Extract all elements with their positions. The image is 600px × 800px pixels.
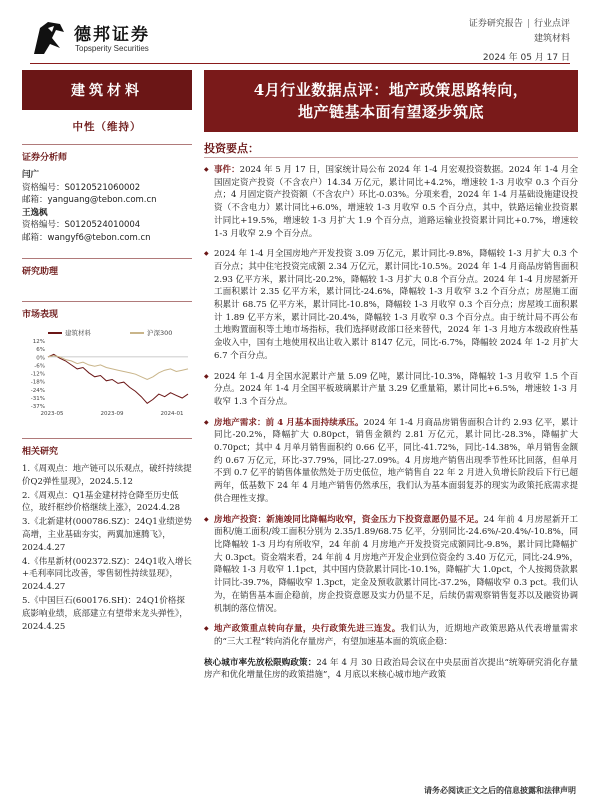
bullet-investment — [204, 514, 578, 616]
analyst-name: 闫广 — [22, 170, 40, 180]
header-meta — [469, 17, 570, 47]
bullet-label: 地产政策重点转向存量，央行政策先进三连发。 — [214, 624, 401, 635]
paragraph-purchase-limit — [204, 657, 578, 682]
bullet-text: 24 年前 4 月房屋新开工面积/施工面积/竣工面积分别为 2.35/1.89/68.75 亿平，分别同比-24.6%/-20.4%/-10.8%，同比降幅较 1-3 月均有所收窄，24 年前 4 月房地产开发投资完成额同比-9.8%，累计同比降幅扩大 0.3pct。资金端来看，24 年前 4 月房地产开发企业到位资金约 3.40 万亿元，同比-24.9%，降幅较 1-3 月收窄 1.1pct，其中国内贷款累计同比-10.1%，降幅扩大 1.0pct，个人按揭贷款累计同比-39.7%，降幅收窄 1.3pct，定金及预收款累计同比-37.2%，降幅收窄 0.3 pct。我们认为，在销售基本面企稳前，房企投资意愿及实力仍显不足，后续仍需观察销售复苏以及融资协调机制的落位情况。 — [214, 514, 578, 614]
y-tick-label: 0% — [36, 355, 45, 362]
bullet-label: 事件： — [214, 165, 240, 175]
footer-disclaimer: 请务必阅读正文之后的信息披露和法律声明 — [424, 785, 576, 795]
market-section — [22, 301, 192, 424]
summary-divider — [204, 157, 578, 158]
y-tick-label: -37% — [30, 404, 45, 410]
bullet-event — [204, 164, 578, 240]
legend-label: 建筑材料 — [65, 329, 91, 337]
related-list — [22, 463, 192, 633]
related-item[interactable]: 2.《周观点：Q1基金建材持仓降至历史低位，玻纤框纱价格继续上涨》，2024.4.28 — [22, 490, 181, 514]
analyst-2 — [22, 207, 192, 245]
main-content — [204, 164, 578, 688]
bullet-label: 房地产需求：前 4 月基本面持续承压。 — [214, 417, 364, 428]
bullet-text: 2024 年 1-4 月商品房销售面积合计约 2.93 亿平，累计同比-20.2%，降幅扩大 0.80pct，销售金额约 2.81 万亿元，累计同比-28.3%，降幅扩大 0.70pct；其中 4 月单月销售面积约 0.66 亿平，同比-41.72%，同比-14.38%，单月销售金额约 0.67 万亿元，环比-37.79%，同比-27.09%。4 月房地产销售出现季节性环比回落，但单月不到 0.7 亿平的销售体量依然处于历史低位，地产销售自 22 年 2 月进入负增长阶段后下行已超两年，低基数下 24 年 4 月地产销售仍然承压，我们认为基本面弱复苏的现实为政策托底需求提供合理性支撑。 — [214, 417, 578, 504]
industry-box: 建筑材料 — [22, 70, 192, 110]
bullet-demand — [204, 417, 578, 506]
header-divider — [30, 63, 570, 64]
y-tick-label: -12% — [30, 371, 45, 378]
title-line-2: 地产链基本面有望逐步筑底 — [297, 103, 484, 121]
legend-swatch — [48, 332, 62, 334]
analyst-1 — [22, 169, 192, 207]
rating: 中性（维持） — [72, 121, 142, 133]
logo-horse-icon — [30, 18, 68, 58]
legend-series-1 — [48, 328, 91, 337]
summary-title: 投资要点： — [204, 142, 259, 155]
paragraph-label: 核心城市率先放松限购政策： — [204, 657, 317, 668]
assistant-section-title: 研究助理 — [22, 267, 59, 277]
y-tick-label: 12% — [32, 339, 45, 345]
x-tick-label: 2024-01 — [160, 411, 184, 417]
analyst-name: 王逸枫 — [22, 207, 48, 218]
assistant-section — [22, 258, 192, 277]
bullet-realestate-data — [204, 248, 578, 362]
header-separator: | — [526, 19, 530, 29]
bullet-text: 2024 年 1-4 月全国房地产开发投资 3.09 万亿元，累计同比-9.8%，降幅较 1-3 月扩大 0.3 个百分点；其中住宅投资完成额 2.34 万亿元，累计同比-10.5%。2024 年 1-4 月商品房销售面积 2.93 亿平方米，累计同比-20.2%，降幅较 1-3 月扩大 0.8 个百分点。2024 年 1-4 月房屋新开工面积累计 2.35 亿平方米，累计同比-24.6%，降幅较 1-3 月收窄 3.2 个百分点；房屋施工面积累计 68.75 亿平方米，累计同比-10.8%，降幅较 1-3 月收窄 0.3 个百分点；房屋竣工面积累计 1.89 亿平方米，累计同比-20.4%，降幅较 1-3 月收窄 0.3 个百分点。由于统计局不再公布土地购置面积等土地市场指标，我们选择财政部口径来替代，2024 年 1-3 月地方本级政府性基金收入中，国有土地使用权出让收入累计 8147 亿元，同比-6.7%，降幅较 2024 年 1-2 月扩大 6.7 个百分点。 — [214, 249, 578, 361]
logo — [30, 18, 180, 60]
report-type: 证券研究报告 — [468, 19, 523, 29]
y-tick-label: -18% — [30, 379, 45, 386]
y-tick-label: 6% — [36, 347, 45, 354]
bullet-text: 2024 年 5 月 17 日，国家统计局公布 2024 年 1-4 月宏观投资数据。2024 年 1-4 月全国固定资产投资（不含农户）14.34 万亿元，累计同比+4.2%，增速较 1-3 月收窄 0.3 个百分点；4 月固定资产投资额（不含农户）环比-0.03%。分项来看，2024 年 1-4 月基础设施建设投资（不含电力）累计同比+6.0%，增速较 1-3 月收窄 0.5 个百分点，其中，铁路运输业投资累计同比+19.5%，增速较 1-3 月扩大 1.9 个百分点，道路运输业投资累计同比+0.7%，增速较 1-3 月收窄 2.9 个百分点。 — [214, 165, 578, 239]
analyst-cert: 资格编号：S0120524010004 — [22, 220, 141, 230]
market-section-title: 市场表现 — [22, 310, 59, 320]
analyst-email[interactable]: 邮箱：wangyf6@tebon.com.cn — [22, 232, 151, 243]
legend-series-2 — [130, 328, 172, 337]
series-line-2 — [48, 356, 188, 380]
logo-cn-text: 德邦证券 — [74, 25, 150, 45]
bullet-text: 2024 年 1-4 月全国水泥累计产量 5.09 亿吨，累计同比-10.3%，降幅较 1-3 月收窄 1.5 个百分点。2024 年 1-4 月全国平板玻璃累计产量 3.29 亿重量箱，累计同比+6.5%，增速较 1-3 月收窄 1.3 个百分点。 — [214, 371, 578, 407]
report-date: 2024 年 05 月 17 日 — [482, 53, 570, 63]
bullet-text: 我们认为，近期地产政策思路从代表增量需求的“三大工程”转向消化存量房产，有望加速基本面的筑底企稳： — [214, 624, 578, 647]
logo-en-text: Topsperity Securities — [75, 44, 149, 53]
related-item[interactable]: 5.《中国巨石(600176.SH)：24Q1价格探底影响业绩，底部建立有望带来龙头弹性》，2024.4.25 — [22, 595, 188, 632]
left-sidebar — [22, 70, 192, 634]
title-line-1: 4月行业数据点评：地产政策思路转向， — [253, 81, 529, 99]
bullet-materials-output — [204, 371, 578, 409]
legend-label: 沪深300 — [147, 329, 173, 337]
legend-swatch — [130, 332, 144, 334]
analyst-email[interactable]: 邮箱：yanguang@tebon.com.cn — [22, 195, 157, 205]
y-tick-label: -24% — [30, 387, 45, 394]
y-tick-label: -31% — [30, 395, 45, 402]
header-industry: 建筑材料 — [533, 34, 570, 44]
related-section-title: 相关研究 — [22, 447, 59, 457]
market-chart — [22, 338, 192, 420]
analyst-section — [22, 144, 192, 244]
x-tick-label: 2023-09 — [100, 411, 124, 417]
bullet-policy — [204, 623, 578, 648]
report-subtype: 行业点评 — [533, 19, 570, 29]
y-tick-label: -6% — [34, 363, 45, 370]
series-line-1 — [48, 354, 188, 403]
bullet-label: 房地产投资：新施竣同比降幅均收窄，资金压力下投资意愿仍显不足。 — [214, 514, 484, 525]
analyst-cert: 资格编号：S0120521060002 — [22, 182, 141, 193]
related-item[interactable]: 3.《北新建材(000786.SZ)：24Q1业绩逆势高增，主业基础夯实，两翼加速腾飞》，2024.4.27 — [22, 517, 192, 553]
related-item[interactable]: 4.《伟星新材(002372.SZ)：24Q1收入增长+毛利率同比改善，零售韧性持续显现》，2024.4.27 — [22, 556, 192, 593]
analyst-section-title: 证券分析师 — [22, 153, 68, 163]
report-title — [204, 70, 578, 132]
related-section — [22, 438, 192, 633]
x-tick-label: 2023-05 — [40, 411, 64, 417]
chart-legend — [22, 326, 192, 338]
paragraph-text: 24 年 4 月 30 日政治局会议在中央层面首次提出“统筹研究消化存量房产和优化增量住房的政策措施”，4 月底以来核心城市地产政策 — [204, 657, 578, 681]
related-item[interactable]: 1.《周观点：地产链可以乐观点，破纤持续提价Q2弹性显现》，2024.5.12 — [22, 464, 192, 487]
